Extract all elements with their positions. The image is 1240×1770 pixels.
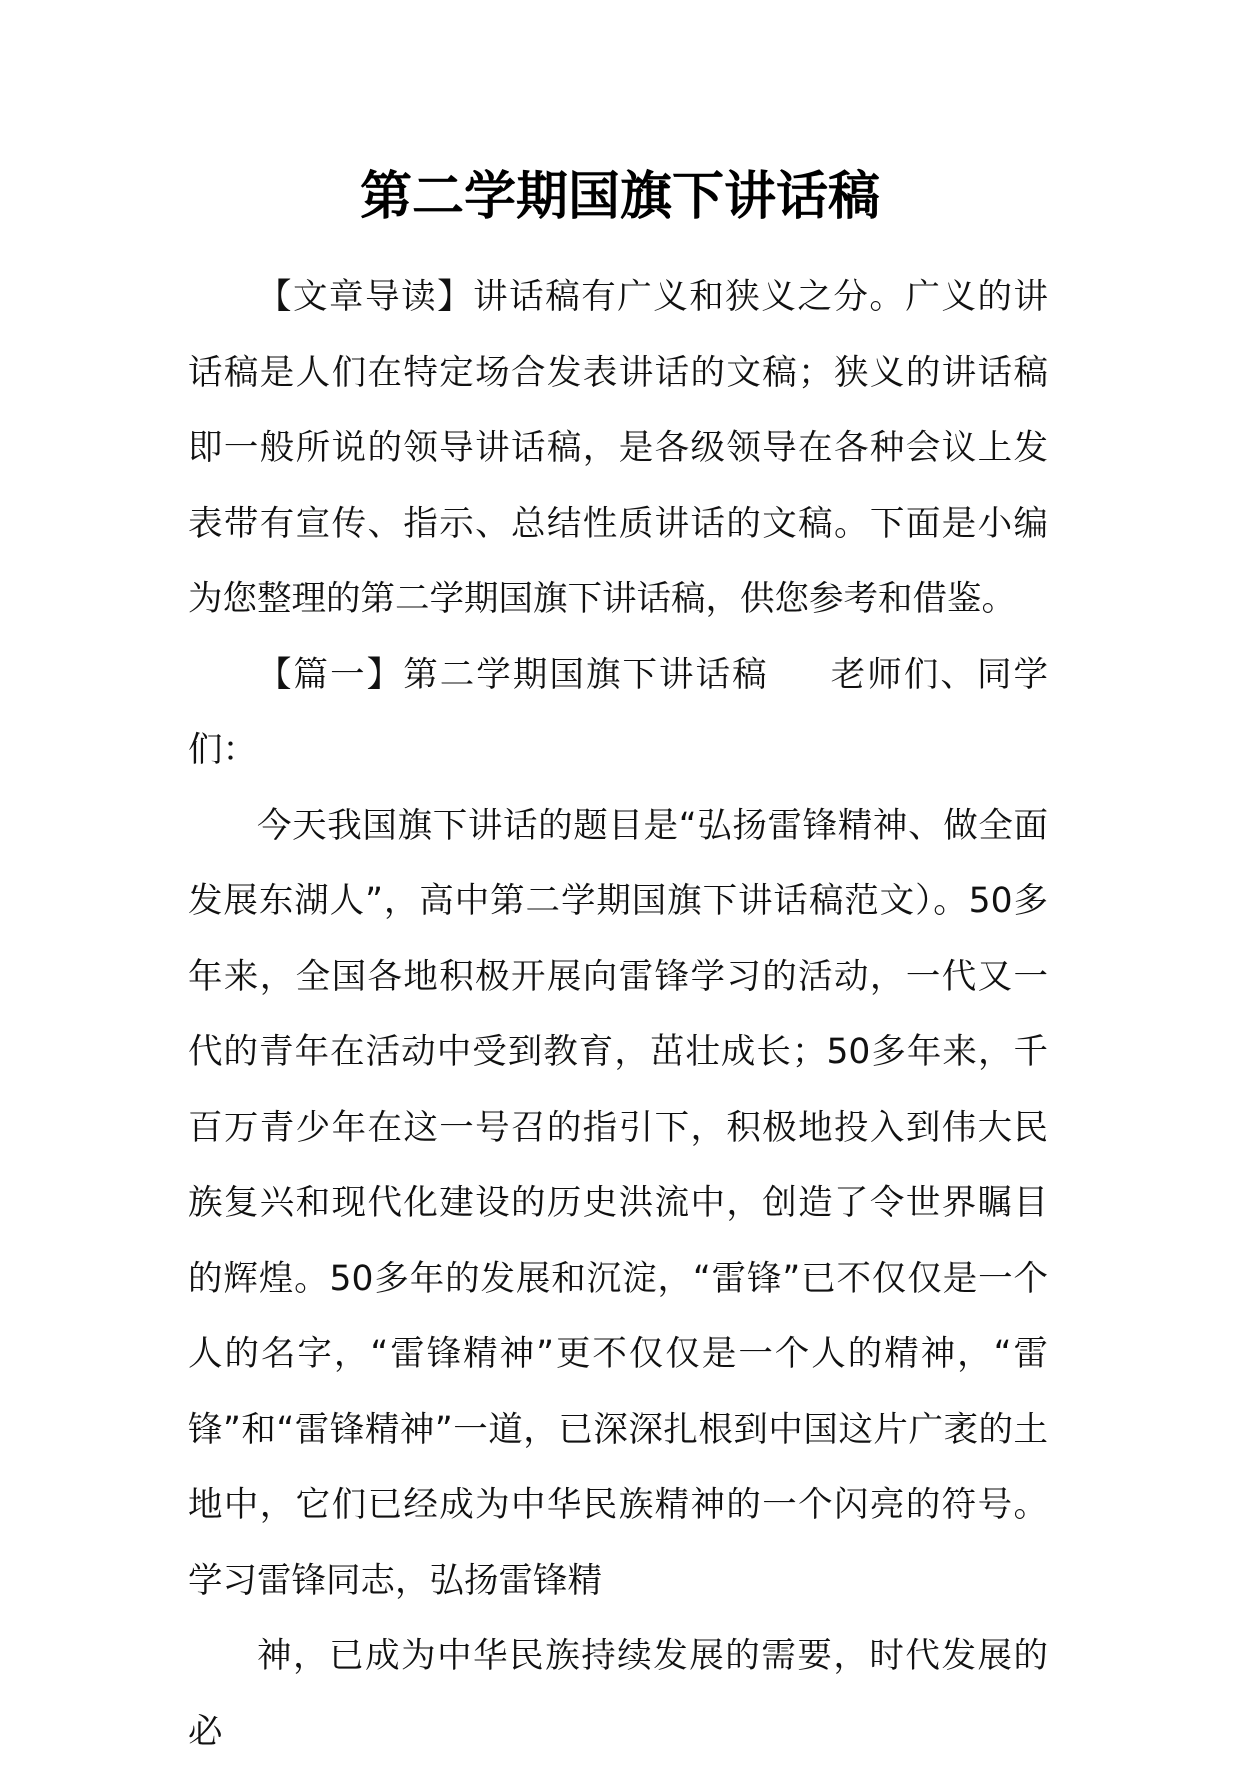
body-paragraph-continued: 神，已成为中华民族持续发展的需要，时代发展的必 xyxy=(188,1636,1048,1752)
section-heading-line xyxy=(188,638,1048,789)
intro-paragraph: 【文章导读】讲话稿有广义和狭义之分。广义的讲话稿是人们在特定场合发表讲话的文稿；狭义的讲话稿即一般所说的领导讲话稿，是各级领导在各种会议上发表带有宣传、指示、总结性质讲话的文稿。下面是小编为您整理的第二学期国旗下讲话稿，供您参考和借鉴。 xyxy=(188,277,1048,619)
document-title: 第二学期国旗下讲话稿 xyxy=(359,166,880,227)
salutation: 老师们、同学们： xyxy=(188,654,1049,770)
section-heading: 【篇一】第二学期国旗下讲话稿 xyxy=(257,654,769,695)
body-paragraph: 今天我国旗下讲话的题目是“弘扬雷锋精神、做全面发展东湖人”，高中第二学期国旗下讲话稿范文）。50多年来，全国各地积极开展向雷锋学习的活动，一代又一代的青年在活动中受到教育，茁壮成长；50多年来，千百万青少年在这一号召的指引下，积极地投入到伟大民族复兴和现代化建设的历史洪流中，创造了令世界瞩目的辉煌。50多年的发展和沉淀，“雷锋”已不仅仅是一个人的名字，“雷锋精神”更不仅仅是一个人的精神，“雷锋”和“雷锋精神”一道，已深深扎根到中国这片广袤的土地中，它们已经成为中华民族精神的一个闪亮的符号。学习雷锋同志，弘扬雷锋精 xyxy=(188,805,1048,1601)
document-body xyxy=(188,260,1048,1770)
